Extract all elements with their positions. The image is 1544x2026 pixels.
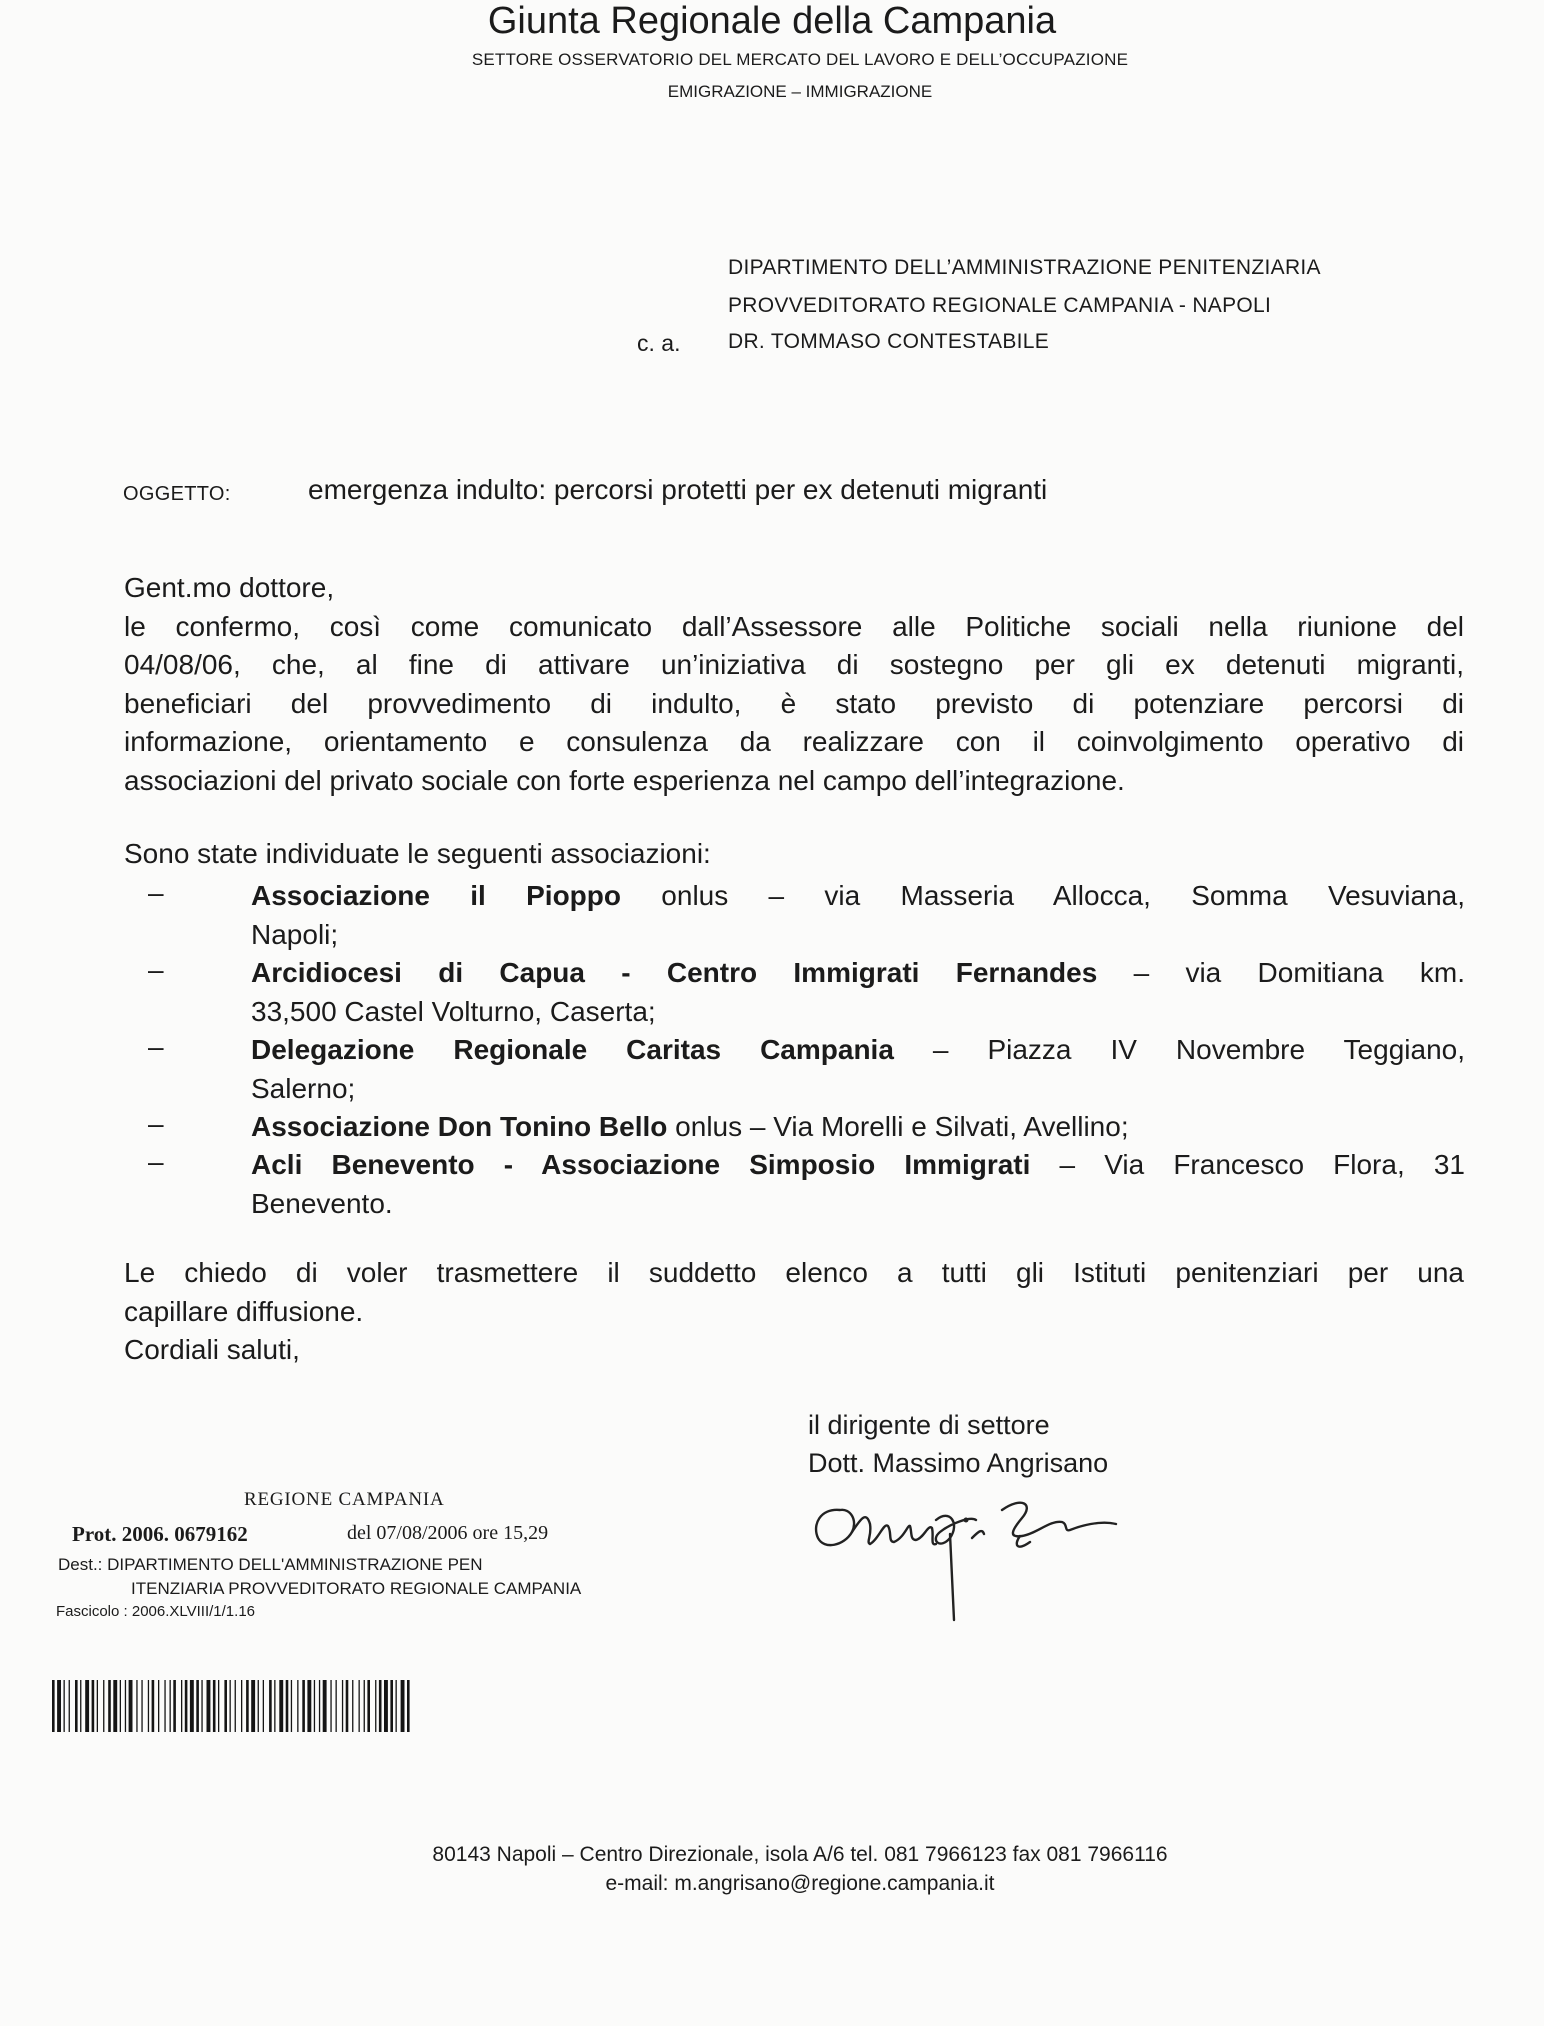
barcode-bar: [148, 1680, 149, 1732]
stamp-protocol-number: Prot. 2006. 0679162: [72, 1522, 248, 1546]
barcode-bar: [230, 1680, 231, 1732]
letterhead-title: Giunta Regionale della Campania: [487, 0, 1057, 42]
barcode-bar: [75, 1680, 78, 1732]
association-address: – via Domitiana km.: [1097, 957, 1465, 988]
barcode-bar: [263, 1680, 264, 1732]
barcode-bar: [152, 1680, 155, 1732]
barcode-bar: [319, 1680, 320, 1732]
paragraph-line: le confermo, così come comunicato dall’Assessore alle Politiche sociali nella riunione del: [124, 610, 1464, 642]
barcode-bar: [69, 1680, 70, 1732]
barcode-bar: [307, 1680, 311, 1732]
barcode-bar: [173, 1680, 176, 1732]
barcode-bar: [207, 1680, 211, 1732]
list-item-association-2: [251, 954, 1465, 1031]
barcode-bar: [297, 1680, 298, 1732]
barcode-bar: [251, 1680, 255, 1732]
footer-address: 80143 Napoli – Centro Direzionale, isola A/6 tel. 081 7966123 fax 081 7966116: [432, 1843, 1168, 1866]
barcode-bar: [302, 1680, 305, 1732]
barcode-bar: [224, 1680, 227, 1732]
barcode-bar: [346, 1680, 349, 1732]
stamp-destination-2: ITENZIARIA PROVVEDITORATO REGIONALE CAMPANIA: [131, 1579, 582, 1598]
barcode-bar: [141, 1680, 142, 1732]
barcode-bar: [390, 1680, 393, 1732]
barcode-bar: [291, 1680, 292, 1732]
barcode-bar: [274, 1680, 275, 1732]
association-name: Arcidiocesi di Capua - Centro Immigrati Fernandes: [251, 957, 1098, 988]
association-name: Associazione Don Tonino Bello: [251, 1111, 668, 1142]
paragraph-line: capillare diffusione.: [124, 1295, 364, 1327]
recipient-line-3: DR. TOMMASO CONTESTABILE: [728, 330, 1050, 353]
subject-label: OGGETTO:: [123, 483, 231, 505]
paragraph-line: informazione, orientamento e consulenza da realizzare con il coinvolgimento operativo di: [124, 726, 1464, 757]
list-intro: Sono state individuate le seguenti associazioni:: [124, 838, 711, 869]
barcode-bar: [323, 1680, 327, 1732]
barcode-bar: [108, 1680, 111, 1732]
barcode-bar: [359, 1680, 360, 1732]
barcode-bar: [164, 1680, 165, 1732]
paragraph-line: beneficiari del provvedimento di indulto, è stato previsto di potenziare percorsi di: [124, 687, 1464, 719]
greeting: Gent.mo dottore,: [124, 572, 335, 603]
list-item-association-4: [251, 1108, 1465, 1147]
barcode-bar: [314, 1680, 315, 1732]
paragraph-line: associazioni del privato sociale con forte esperienza nel campo dell’integrazione.: [124, 764, 1125, 796]
barcode-bar: [384, 1680, 388, 1732]
paragraph-line: Le chiedo di voler trasmettere il suddetto elenco a tutti gli Istituti penitenziari per una: [124, 1257, 1464, 1288]
barcode-bar: [92, 1680, 95, 1732]
barcode-bar: [85, 1680, 89, 1732]
barcode-bar: [103, 1680, 104, 1732]
barcode-bar: [269, 1680, 272, 1732]
association-address: – Piazza IV Novembre Teggiano,: [893, 1034, 1465, 1065]
stamp-date: del 07/08/2006 ore 15,29: [347, 1522, 549, 1544]
barcode-bar: [258, 1680, 259, 1732]
list-item-association-3: [251, 1031, 1465, 1108]
barcode-bar: [396, 1680, 397, 1732]
barcode-bar: [218, 1680, 219, 1732]
barcode-bar: [170, 1680, 171, 1732]
list-item-association-5: [251, 1146, 1465, 1223]
recipient-line-2: PROVVEDITORATO REGIONALE CAMPANIA - NAPOLI: [728, 294, 1272, 317]
barcode-bar: [342, 1680, 343, 1732]
barcode-bar: [190, 1680, 194, 1732]
footer-email: e-mail: m.angrisano@regione.campania.it: [605, 1872, 995, 1895]
barcode-bar: [279, 1680, 283, 1732]
association-name: Acli Benevento - Associazione Simposio Immigrati: [251, 1149, 1031, 1180]
barcode-bar: [352, 1680, 353, 1732]
barcode: [52, 1680, 412, 1732]
barcode-bar: [181, 1680, 182, 1732]
barcode-bar: [330, 1680, 331, 1732]
barcode-bar: [125, 1680, 126, 1732]
association-address: onlus – via Masseria Allocca, Somma Vesuviana,: [621, 880, 1465, 911]
list-item-association-1: [251, 877, 1465, 954]
barcode-bar: [364, 1680, 365, 1732]
barcode-bar: [80, 1680, 81, 1732]
closing: Cordiali saluti,: [124, 1334, 300, 1365]
subject-text: emergenza indulto: percorsi protetti per ex detenuti migranti: [308, 474, 1048, 505]
barcode-bar: [379, 1680, 382, 1732]
barcode-bar: [286, 1680, 289, 1732]
barcode-bar: [213, 1680, 216, 1732]
barcode-bar: [246, 1680, 249, 1732]
list-dash: –: [148, 877, 164, 908]
barcode-bar: [52, 1680, 55, 1732]
association-address: onlus – Via Morelli e Silvati, Avellino;: [667, 1111, 1129, 1142]
body-paragraph-request: [124, 1254, 1464, 1370]
barcode-bar: [241, 1680, 242, 1732]
stamp-fascicolo: Fascicolo : 2006.XLVIII/1/1.16: [56, 1603, 256, 1620]
barcode-bar: [120, 1680, 121, 1732]
list-dash: –: [148, 1146, 164, 1177]
paragraph-line: 04/08/06, che, al fine di attivare un’iniziativa di sostegno per gli ex detenuti migranti,: [124, 649, 1464, 680]
body-paragraph-1: [124, 569, 1464, 800]
association-address-line2: Napoli;: [251, 918, 339, 950]
handwritten-signature: [800, 1480, 1180, 1630]
letterhead-sector: SETTORE OSSERVATORIO DEL MERCATO DEL LAVORO E DELL’OCCUPAZIONE: [471, 50, 1129, 69]
barcode-bar: [136, 1680, 137, 1732]
list-dash: –: [148, 954, 164, 985]
signatory-name: Dott. Massimo Angrisano: [808, 1448, 1109, 1478]
barcode-bar: [113, 1680, 117, 1732]
barcode-bar: [129, 1680, 133, 1732]
barcode-bar: [64, 1680, 65, 1732]
barcode-bar: [235, 1680, 236, 1732]
barcode-bar: [401, 1680, 405, 1732]
stamp-destination-1: Dest.: DIPARTIMENTO DELL'AMMINISTRAZIONE PEN: [58, 1555, 483, 1574]
barcode-bar: [57, 1680, 61, 1732]
association-address: – Via Francesco Flora, 31: [1030, 1149, 1465, 1180]
association-address-line2: Benevento.: [251, 1187, 393, 1219]
barcode-bar: [201, 1680, 202, 1732]
barcode-bar: [375, 1680, 376, 1732]
association-address-line2: Salerno;: [251, 1072, 356, 1104]
barcode-bar: [97, 1680, 98, 1732]
list-dash: –: [148, 1108, 164, 1139]
barcode-bar: [196, 1680, 199, 1732]
association-address-line2: 33,500 Castel Volturno, Caserta;: [251, 995, 656, 1027]
signatory-role: il dirigente di settore: [808, 1410, 1050, 1440]
stamp-region: REGIONE CAMPANIA: [244, 1489, 445, 1510]
barcode-bar: [367, 1680, 370, 1732]
barcode-bar: [336, 1680, 337, 1732]
association-name: Associazione il Pioppo: [251, 880, 621, 911]
barcode-bar: [185, 1680, 188, 1732]
association-name: Delegazione Regionale Caritas Campania: [251, 1034, 894, 1065]
barcode-bar: [158, 1680, 159, 1732]
recipient-ca: c. a.: [637, 330, 681, 356]
list-dash: –: [148, 1031, 164, 1062]
barcode-bar: [407, 1680, 410, 1732]
recipient-line-1: DIPARTIMENTO DELL’AMMINISTRAZIONE PENITENZIARIA: [728, 256, 1321, 279]
letterhead-subsector: EMIGRAZIONE – IMMIGRAZIONE: [667, 82, 933, 101]
